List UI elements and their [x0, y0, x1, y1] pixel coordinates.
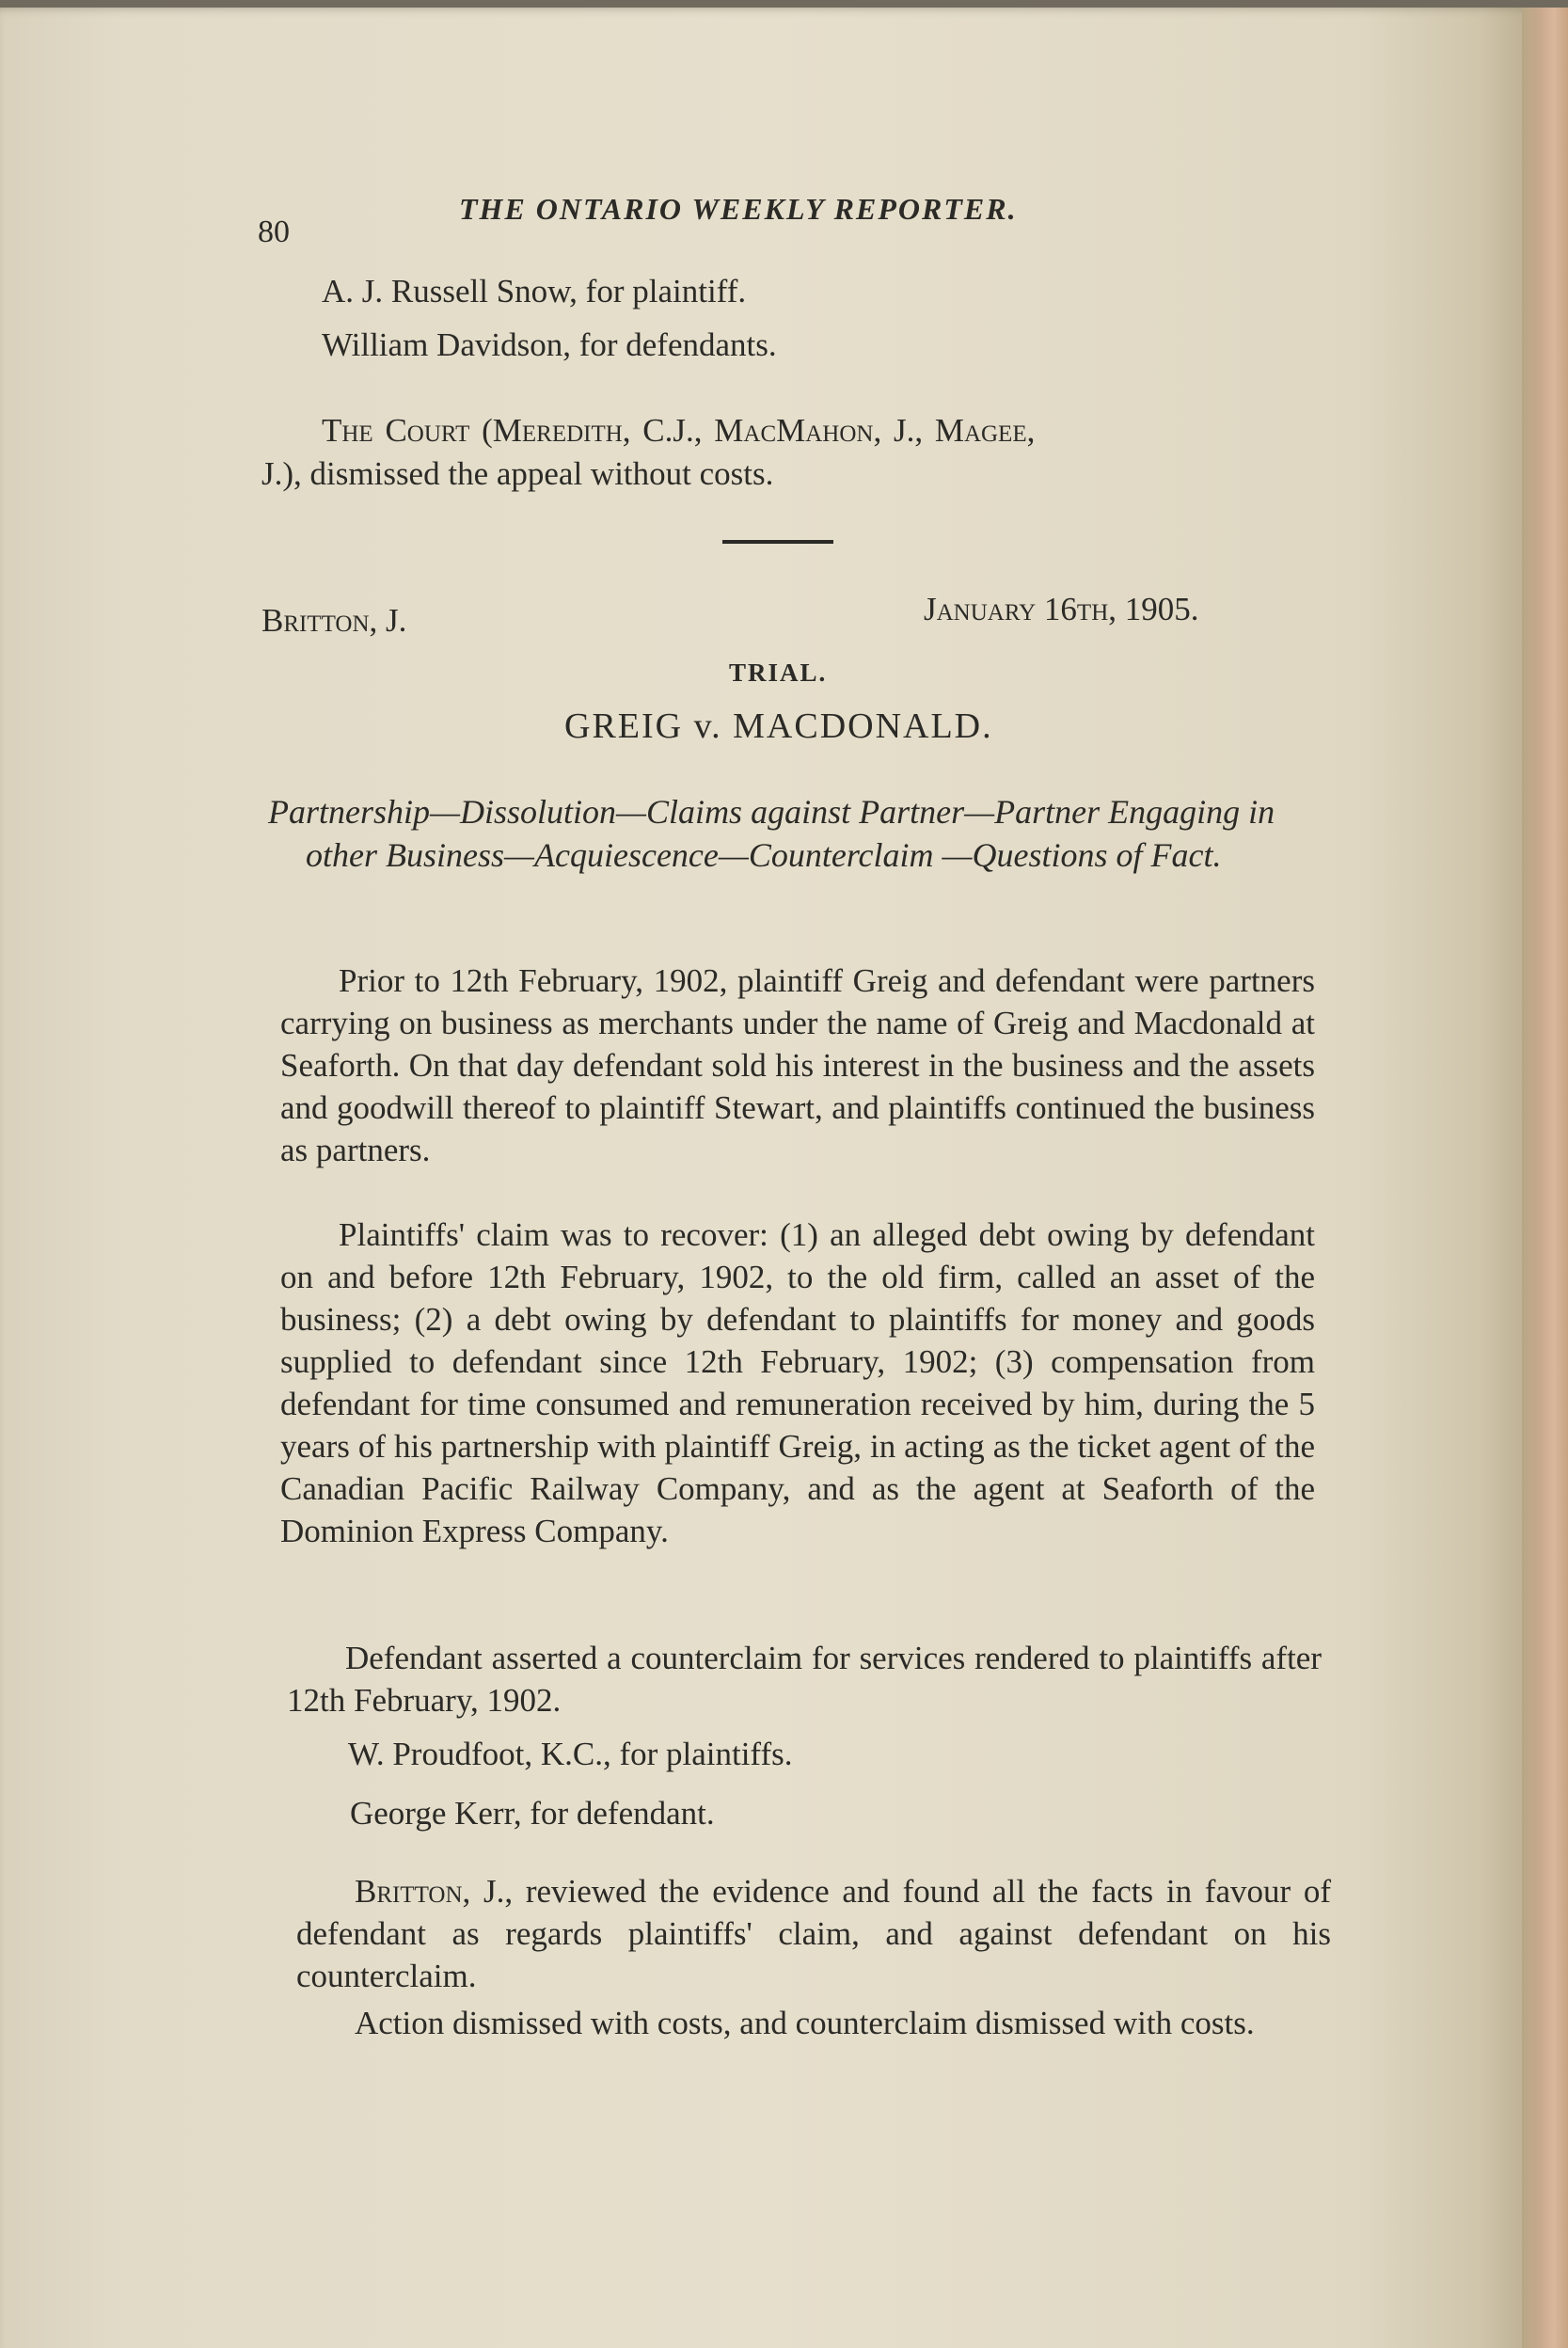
- paragraph-disposition: Action dismissed with costs, and counterclaim dismissed with costs.: [355, 2005, 1255, 2041]
- running-title: THE ONTARIO WEEKLY REPORTER.: [459, 192, 1018, 226]
- court-statement-rest: J.), dismissed the appeal without costs.: [261, 455, 774, 492]
- counsel-line: William Davidson, for defendants.: [322, 326, 777, 363]
- judge-name: Britton, J.: [261, 602, 407, 639]
- section-divider: [722, 540, 833, 544]
- court-statement-lead: The Court (Meredith, C.J., MacMahon, J., Magee,: [322, 412, 1036, 449]
- paragraph-judgment: [296, 1870, 1331, 1997]
- paragraph-facts: Prior to 12th February, 1902, plaintiff Greig and defendant were partners carrying on business as merchants under the name of Greig and Macdonald at Seaforth. On that day defendant sold his interest in the business and the assets and goodwill thereof to plaintiff Stewart, and plaintiffs continued the business as partners.: [280, 962, 1315, 1168]
- paragraph-counterclaim: Defendant asserted a counterclaim for services rendered to plaintiffs after 12th February, 1902.: [287, 1640, 1322, 1719]
- case-title: GREIG v. MACDONALD.: [564, 706, 993, 746]
- judgment-text: reviewed the evidence and found all the facts in favour of defendant as regards plaintiffs' claim, and against defendant on his counterclaim.: [296, 1873, 1331, 1994]
- judgment-judge: Britton, J.,: [355, 1873, 514, 1910]
- proceeding-type: TRIAL.: [729, 658, 828, 687]
- paragraph-claims: Plaintiffs' claim was to recover: (1) an alleged debt owing by defendant on and before 12th February, 1902, to the old firm, called an asset of the business; (2) a debt owing by defendant to plaintiffs for money and goods supplied to defendant since 12th February, 1902; (3) compensation from defendant for time consumed and remuneration received by him, during the 5 years of his partnership with plaintiff Greig, in acting as the ticket agent of the Canadian Pacific Railway Company, and as the agent at Seaforth of the Dominion Express Company.: [280, 1216, 1315, 1549]
- page-number: 80: [258, 214, 290, 249]
- page-top-edge: [0, 0, 1568, 8]
- counsel-line: W. Proudfoot, K.C., for plaintiffs.: [348, 1736, 793, 1772]
- counsel-line: George Kerr, for defendant.: [350, 1795, 715, 1832]
- headnote: Partnership—Dissolution—Claims against Partner—Partner Engaging in other Business—Acquiescence—Counterclaim —Questions of Fact.: [268, 793, 1275, 874]
- page-edge: [1522, 0, 1568, 2348]
- case-date: January 16th, 1905.: [924, 591, 1199, 627]
- counsel-line: A. J. Russell Snow, for plaintiff.: [322, 273, 747, 309]
